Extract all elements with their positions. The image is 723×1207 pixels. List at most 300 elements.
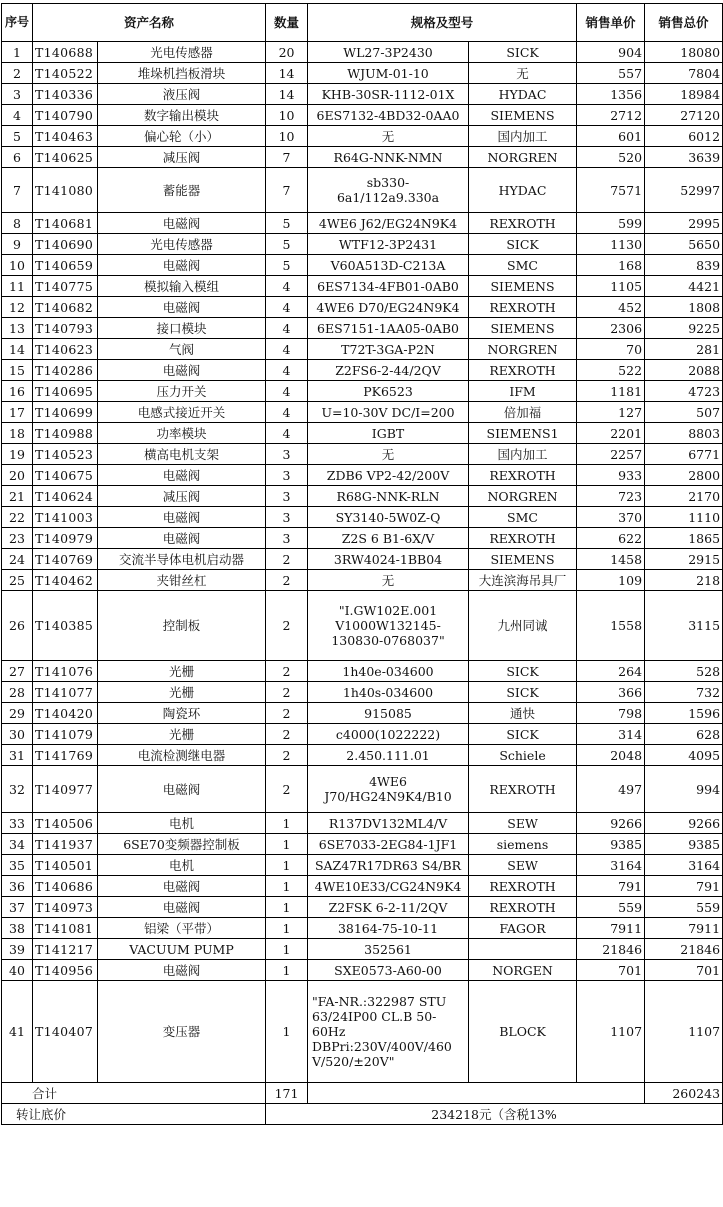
cell-brand: SICK — [469, 661, 577, 682]
cell-qty: 3 — [266, 486, 308, 507]
header-total: 销售总价 — [645, 4, 723, 42]
cell-no: 27 — [2, 661, 33, 682]
cell-asset-code: T141937 — [33, 834, 98, 855]
cell-brand: REXROTH — [469, 213, 577, 234]
cell-asset-code: T141217 — [33, 939, 98, 960]
cell-no: 17 — [2, 402, 33, 423]
header-spec: 规格及型号 — [308, 4, 577, 42]
cell-unit-price: 522 — [577, 360, 645, 381]
cell-total-price: 994 — [645, 766, 723, 813]
cell-qty: 1 — [266, 897, 308, 918]
cell-qty: 2 — [266, 682, 308, 703]
cell-no: 28 — [2, 682, 33, 703]
cell-no: 15 — [2, 360, 33, 381]
cell-brand: SMC — [469, 255, 577, 276]
cell-model: Z2FS6-2-44/2QV — [308, 360, 469, 381]
cell-brand: 国内加工 — [469, 126, 577, 147]
table-row — [2, 813, 723, 834]
cell-model: Z2S 6 B1-6X/V — [308, 528, 469, 549]
table-row — [2, 42, 723, 63]
cell-unit-price: 9385 — [577, 834, 645, 855]
cell-unit-price: 314 — [577, 724, 645, 745]
cell-unit-price: 3164 — [577, 855, 645, 876]
table-row — [2, 855, 723, 876]
cell-no: 38 — [2, 918, 33, 939]
cell-qty: 3 — [266, 465, 308, 486]
cell-total-price: 528 — [645, 661, 723, 682]
cell-unit-price: 520 — [577, 147, 645, 168]
cell-asset-name: 变压器 — [98, 981, 266, 1083]
cell-asset-code: T140769 — [33, 549, 98, 570]
cell-unit-price: 2257 — [577, 444, 645, 465]
cell-no: 34 — [2, 834, 33, 855]
cell-unit-price: 1107 — [577, 981, 645, 1083]
cell-model: 4WE6 J62/EG24N9K4 — [308, 213, 469, 234]
cell-unit-price: 1458 — [577, 549, 645, 570]
table-row — [2, 960, 723, 981]
cell-total-price: 6771 — [645, 444, 723, 465]
cell-asset-code: T140523 — [33, 444, 98, 465]
table-row — [2, 147, 723, 168]
cell-unit-price: 70 — [577, 339, 645, 360]
cell-brand: SIEMENS — [469, 318, 577, 339]
cell-brand: SIEMENS — [469, 105, 577, 126]
cell-qty: 10 — [266, 105, 308, 126]
header-name: 资产名称 — [33, 4, 266, 42]
cell-brand: 九州同诚 — [469, 591, 577, 661]
cell-total-price: 1110 — [645, 507, 723, 528]
cell-brand: REXROTH — [469, 528, 577, 549]
cell-brand: 大连滨海吊具厂 — [469, 570, 577, 591]
cell-unit-price: 559 — [577, 897, 645, 918]
cell-total-price: 27120 — [645, 105, 723, 126]
table-row — [2, 834, 723, 855]
cell-brand: IFM — [469, 381, 577, 402]
cell-brand: NORGREN — [469, 486, 577, 507]
cell-model: 4WE6 J70/HG24N9K4/B10 — [308, 766, 469, 813]
cell-total-price: 9225 — [645, 318, 723, 339]
cell-total-price: 9266 — [645, 813, 723, 834]
cell-asset-name: 6SE70变频器控制板 — [98, 834, 266, 855]
cell-model: 38164-75-10-11 — [308, 918, 469, 939]
cell-brand: HYDAC — [469, 168, 577, 213]
cell-brand: REXROTH — [469, 766, 577, 813]
cell-asset-name: 光电传感器 — [98, 42, 266, 63]
cell-qty: 4 — [266, 381, 308, 402]
cell-model: 无 — [308, 444, 469, 465]
cell-total-price: 2915 — [645, 549, 723, 570]
cell-no: 24 — [2, 549, 33, 570]
cell-no: 31 — [2, 745, 33, 766]
cell-asset-code: T141076 — [33, 661, 98, 682]
cell-no: 4 — [2, 105, 33, 126]
cell-asset-name: 电磁阀 — [98, 213, 266, 234]
table-row — [2, 234, 723, 255]
table-row — [2, 703, 723, 724]
cell-brand: SIEMENS — [469, 276, 577, 297]
table-row — [2, 682, 723, 703]
cell-no: 25 — [2, 570, 33, 591]
cell-unit-price: 370 — [577, 507, 645, 528]
cell-asset-name: 光电传感器 — [98, 234, 266, 255]
cell-asset-name: 电磁阀 — [98, 297, 266, 318]
table-row — [2, 105, 723, 126]
table-row — [2, 297, 723, 318]
cell-asset-code: T140420 — [33, 703, 98, 724]
cell-model: R137DV132ML4/V — [308, 813, 469, 834]
total-spacer — [308, 1083, 645, 1104]
cell-qty: 2 — [266, 745, 308, 766]
cell-model: R68G-NNK-RLN — [308, 486, 469, 507]
cell-asset-code: T141769 — [33, 745, 98, 766]
cell-asset-name: 电磁阀 — [98, 897, 266, 918]
cell-asset-name: 铝梁（平带） — [98, 918, 266, 939]
header-unit-price: 销售单价 — [577, 4, 645, 42]
cell-total-price: 1596 — [645, 703, 723, 724]
cell-no: 5 — [2, 126, 33, 147]
cell-qty: 1 — [266, 855, 308, 876]
cell-no: 40 — [2, 960, 33, 981]
cell-qty: 14 — [266, 84, 308, 105]
cell-brand: REXROTH — [469, 360, 577, 381]
cell-model: 3RW4024-1BB04 — [308, 549, 469, 570]
cell-unit-price: 2712 — [577, 105, 645, 126]
cell-qty: 2 — [266, 724, 308, 745]
cell-asset-name: 电磁阀 — [98, 507, 266, 528]
cell-unit-price: 109 — [577, 570, 645, 591]
cell-no: 13 — [2, 318, 33, 339]
cell-no: 8 — [2, 213, 33, 234]
cell-qty: 3 — [266, 507, 308, 528]
cell-brand: REXROTH — [469, 297, 577, 318]
cell-asset-name: 液压阀 — [98, 84, 266, 105]
cell-model: 无 — [308, 126, 469, 147]
cell-unit-price: 7911 — [577, 918, 645, 939]
cell-total-price: 3115 — [645, 591, 723, 661]
cell-asset-code: T140699 — [33, 402, 98, 423]
cell-unit-price: 798 — [577, 703, 645, 724]
cell-model: 无 — [308, 570, 469, 591]
cell-brand: REXROTH — [469, 876, 577, 897]
cell-no: 16 — [2, 381, 33, 402]
cell-asset-name: 夹钳丝杠 — [98, 570, 266, 591]
table-row — [2, 276, 723, 297]
cell-model: KHB-30SR-1112-01X — [308, 84, 469, 105]
cell-asset-code: T140979 — [33, 528, 98, 549]
asset-table — [1, 3, 723, 1125]
cell-qty: 5 — [266, 234, 308, 255]
cell-model: 1h40e-034600 — [308, 661, 469, 682]
cell-unit-price: 452 — [577, 297, 645, 318]
cell-brand: 倍加福 — [469, 402, 577, 423]
cell-asset-name: 蓄能器 — [98, 168, 266, 213]
cell-qty: 3 — [266, 528, 308, 549]
cell-unit-price: 168 — [577, 255, 645, 276]
cell-no: 36 — [2, 876, 33, 897]
cell-model: 6ES7134-4FB01-0AB0 — [308, 276, 469, 297]
cell-model: 915085 — [308, 703, 469, 724]
cell-no: 7 — [2, 168, 33, 213]
cell-model: sb330- 6a1/112a9.330a — [308, 168, 469, 213]
cell-qty: 2 — [266, 591, 308, 661]
cell-qty: 7 — [266, 168, 308, 213]
cell-asset-code: T140501 — [33, 855, 98, 876]
cell-brand: FAGOR — [469, 918, 577, 939]
cell-unit-price: 904 — [577, 42, 645, 63]
cell-brand: SMC — [469, 507, 577, 528]
cell-asset-code: T140385 — [33, 591, 98, 661]
cell-brand: SIEMENS1 — [469, 423, 577, 444]
cell-model: T72T-3GA-P2N — [308, 339, 469, 360]
cell-qty: 2 — [266, 549, 308, 570]
cell-total-price: 52997 — [645, 168, 723, 213]
cell-model: WTF12-3P2431 — [308, 234, 469, 255]
table-row — [2, 766, 723, 813]
cell-total-price: 3639 — [645, 147, 723, 168]
transfer-value: 234218元（含税13% — [266, 1104, 723, 1125]
cell-no: 29 — [2, 703, 33, 724]
table-row — [2, 745, 723, 766]
cell-brand: SIEMENS — [469, 549, 577, 570]
cell-no: 35 — [2, 855, 33, 876]
cell-no: 39 — [2, 939, 33, 960]
cell-no: 37 — [2, 897, 33, 918]
table-row — [2, 661, 723, 682]
cell-qty: 5 — [266, 255, 308, 276]
cell-asset-name: 电磁阀 — [98, 876, 266, 897]
table-row — [2, 591, 723, 661]
cell-unit-price: 264 — [577, 661, 645, 682]
cell-model: "I.GW102E.001 V1000W132145- 130830-0768037" — [308, 591, 469, 661]
cell-qty: 1 — [266, 834, 308, 855]
cell-total-price: 18080 — [645, 42, 723, 63]
cell-asset-code: T140695 — [33, 381, 98, 402]
cell-asset-code: T141081 — [33, 918, 98, 939]
cell-asset-code: T140462 — [33, 570, 98, 591]
table-row — [2, 360, 723, 381]
total-sum: 260243 — [645, 1083, 723, 1104]
cell-qty: 4 — [266, 360, 308, 381]
cell-asset-name: VACUUM PUMP — [98, 939, 266, 960]
cell-qty: 20 — [266, 42, 308, 63]
cell-total-price: 8803 — [645, 423, 723, 444]
cell-total-price: 7911 — [645, 918, 723, 939]
cell-brand: 国内加工 — [469, 444, 577, 465]
cell-asset-name: 功率模块 — [98, 423, 266, 444]
cell-total-price: 18984 — [645, 84, 723, 105]
cell-qty: 4 — [266, 339, 308, 360]
table-row — [2, 63, 723, 84]
cell-unit-price: 791 — [577, 876, 645, 897]
cell-total-price: 6012 — [645, 126, 723, 147]
cell-no: 18 — [2, 423, 33, 444]
total-label: 合计 — [2, 1083, 266, 1104]
cell-qty: 1 — [266, 813, 308, 834]
cell-asset-name: 光栅 — [98, 724, 266, 745]
cell-asset-code: T140286 — [33, 360, 98, 381]
cell-qty: 4 — [266, 402, 308, 423]
cell-total-price: 4421 — [645, 276, 723, 297]
cell-brand — [469, 939, 577, 960]
cell-asset-name: 减压阀 — [98, 486, 266, 507]
table-row — [2, 724, 723, 745]
table-row — [2, 168, 723, 213]
cell-brand: 通快 — [469, 703, 577, 724]
cell-asset-code: T141077 — [33, 682, 98, 703]
cell-model: 4WE6 D70/EG24N9K4 — [308, 297, 469, 318]
transfer-row — [2, 1104, 723, 1125]
cell-asset-name: 电磁阀 — [98, 960, 266, 981]
cell-asset-code: T141003 — [33, 507, 98, 528]
cell-model: 4WE10E33/CG24N9K4 — [308, 876, 469, 897]
cell-total-price: 791 — [645, 876, 723, 897]
cell-no: 26 — [2, 591, 33, 661]
table-row — [2, 528, 723, 549]
cell-asset-code: T140624 — [33, 486, 98, 507]
cell-unit-price: 9266 — [577, 813, 645, 834]
cell-qty: 2 — [266, 570, 308, 591]
header-row — [2, 4, 723, 42]
table-row — [2, 570, 723, 591]
cell-no: 11 — [2, 276, 33, 297]
cell-no: 30 — [2, 724, 33, 745]
cell-unit-price: 127 — [577, 402, 645, 423]
cell-qty: 1 — [266, 918, 308, 939]
cell-asset-code: T140790 — [33, 105, 98, 126]
cell-qty: 14 — [266, 63, 308, 84]
table-row — [2, 318, 723, 339]
cell-brand: 无 — [469, 63, 577, 84]
cell-asset-name: 横高电机支架 — [98, 444, 266, 465]
cell-brand: SICK — [469, 682, 577, 703]
cell-qty: 1 — [266, 939, 308, 960]
cell-unit-price: 2306 — [577, 318, 645, 339]
cell-total-price: 9385 — [645, 834, 723, 855]
cell-model: SAZ47R17DR63 S4/BR — [308, 855, 469, 876]
cell-asset-name: 电流检测继电器 — [98, 745, 266, 766]
cell-model: IGBT — [308, 423, 469, 444]
cell-brand: Schiele — [469, 745, 577, 766]
cell-total-price: 21846 — [645, 939, 723, 960]
cell-no: 20 — [2, 465, 33, 486]
cell-no: 14 — [2, 339, 33, 360]
cell-unit-price: 7571 — [577, 168, 645, 213]
cell-qty: 2 — [266, 703, 308, 724]
cell-total-price: 1107 — [645, 981, 723, 1083]
cell-brand: SICK — [469, 42, 577, 63]
table-row — [2, 507, 723, 528]
cell-qty: 1 — [266, 981, 308, 1083]
cell-model: SY3140-5W0Z-Q — [308, 507, 469, 528]
cell-no: 33 — [2, 813, 33, 834]
cell-model: PK6523 — [308, 381, 469, 402]
table-row — [2, 897, 723, 918]
cell-asset-name: 接口模块 — [98, 318, 266, 339]
cell-asset-name: 电磁阀 — [98, 360, 266, 381]
table-row — [2, 444, 723, 465]
cell-qty: 4 — [266, 297, 308, 318]
cell-total-price: 7804 — [645, 63, 723, 84]
cell-unit-price: 933 — [577, 465, 645, 486]
cell-unit-price: 557 — [577, 63, 645, 84]
cell-asset-name: 光栅 — [98, 682, 266, 703]
cell-brand: BLOCK — [469, 981, 577, 1083]
cell-asset-name: 模拟输入模组 — [98, 276, 266, 297]
cell-total-price: 559 — [645, 897, 723, 918]
header-seq: 序号 — [2, 4, 33, 42]
cell-asset-code: T140625 — [33, 147, 98, 168]
cell-model: R64G-NNK-NMN — [308, 147, 469, 168]
header-qty: 数量 — [266, 4, 308, 42]
cell-asset-name: 减压阀 — [98, 147, 266, 168]
cell-asset-code: T140973 — [33, 897, 98, 918]
cell-asset-code: T140463 — [33, 126, 98, 147]
table-row — [2, 876, 723, 897]
cell-asset-code: T140506 — [33, 813, 98, 834]
cell-no: 12 — [2, 297, 33, 318]
cell-asset-code: T140956 — [33, 960, 98, 981]
cell-asset-name: 电感式接近开关 — [98, 402, 266, 423]
cell-no: 32 — [2, 766, 33, 813]
cell-no: 3 — [2, 84, 33, 105]
cell-total-price: 1865 — [645, 528, 723, 549]
cell-model: 6ES7132-4BD32-0AA0 — [308, 105, 469, 126]
cell-model: Z2FSK 6-2-11/2QV — [308, 897, 469, 918]
cell-model: 6ES7151-1AA05-0AB0 — [308, 318, 469, 339]
cell-unit-price: 1105 — [577, 276, 645, 297]
cell-asset-code: T140336 — [33, 84, 98, 105]
cell-total-price: 628 — [645, 724, 723, 745]
cell-brand: HYDAC — [469, 84, 577, 105]
table-row — [2, 339, 723, 360]
cell-asset-name: 偏心轮（小） — [98, 126, 266, 147]
cell-brand: SICK — [469, 234, 577, 255]
cell-qty: 1 — [266, 960, 308, 981]
cell-asset-name: 电磁阀 — [98, 766, 266, 813]
cell-total-price: 2088 — [645, 360, 723, 381]
transfer-label: 转让底价 — [2, 1104, 266, 1125]
table-row — [2, 381, 723, 402]
cell-qty: 5 — [266, 213, 308, 234]
cell-asset-name: 电磁阀 — [98, 255, 266, 276]
cell-no: 21 — [2, 486, 33, 507]
cell-no: 9 — [2, 234, 33, 255]
cell-asset-code: T140793 — [33, 318, 98, 339]
cell-total-price: 2995 — [645, 213, 723, 234]
cell-no: 10 — [2, 255, 33, 276]
cell-brand: REXROTH — [469, 897, 577, 918]
cell-unit-price: 1558 — [577, 591, 645, 661]
cell-brand: NORGEN — [469, 960, 577, 981]
cell-qty: 3 — [266, 444, 308, 465]
cell-brand: SEW — [469, 855, 577, 876]
cell-total-price: 3164 — [645, 855, 723, 876]
cell-asset-code: T140522 — [33, 63, 98, 84]
cell-asset-code: T140690 — [33, 234, 98, 255]
cell-qty: 2 — [266, 766, 308, 813]
cell-asset-name: 电机 — [98, 855, 266, 876]
table-row — [2, 213, 723, 234]
cell-qty: 7 — [266, 147, 308, 168]
cell-no: 19 — [2, 444, 33, 465]
cell-unit-price: 366 — [577, 682, 645, 703]
cell-asset-code: T141079 — [33, 724, 98, 745]
cell-total-price: 5650 — [645, 234, 723, 255]
cell-unit-price: 2048 — [577, 745, 645, 766]
cell-asset-code: T140988 — [33, 423, 98, 444]
table-row — [2, 465, 723, 486]
cell-unit-price: 497 — [577, 766, 645, 813]
